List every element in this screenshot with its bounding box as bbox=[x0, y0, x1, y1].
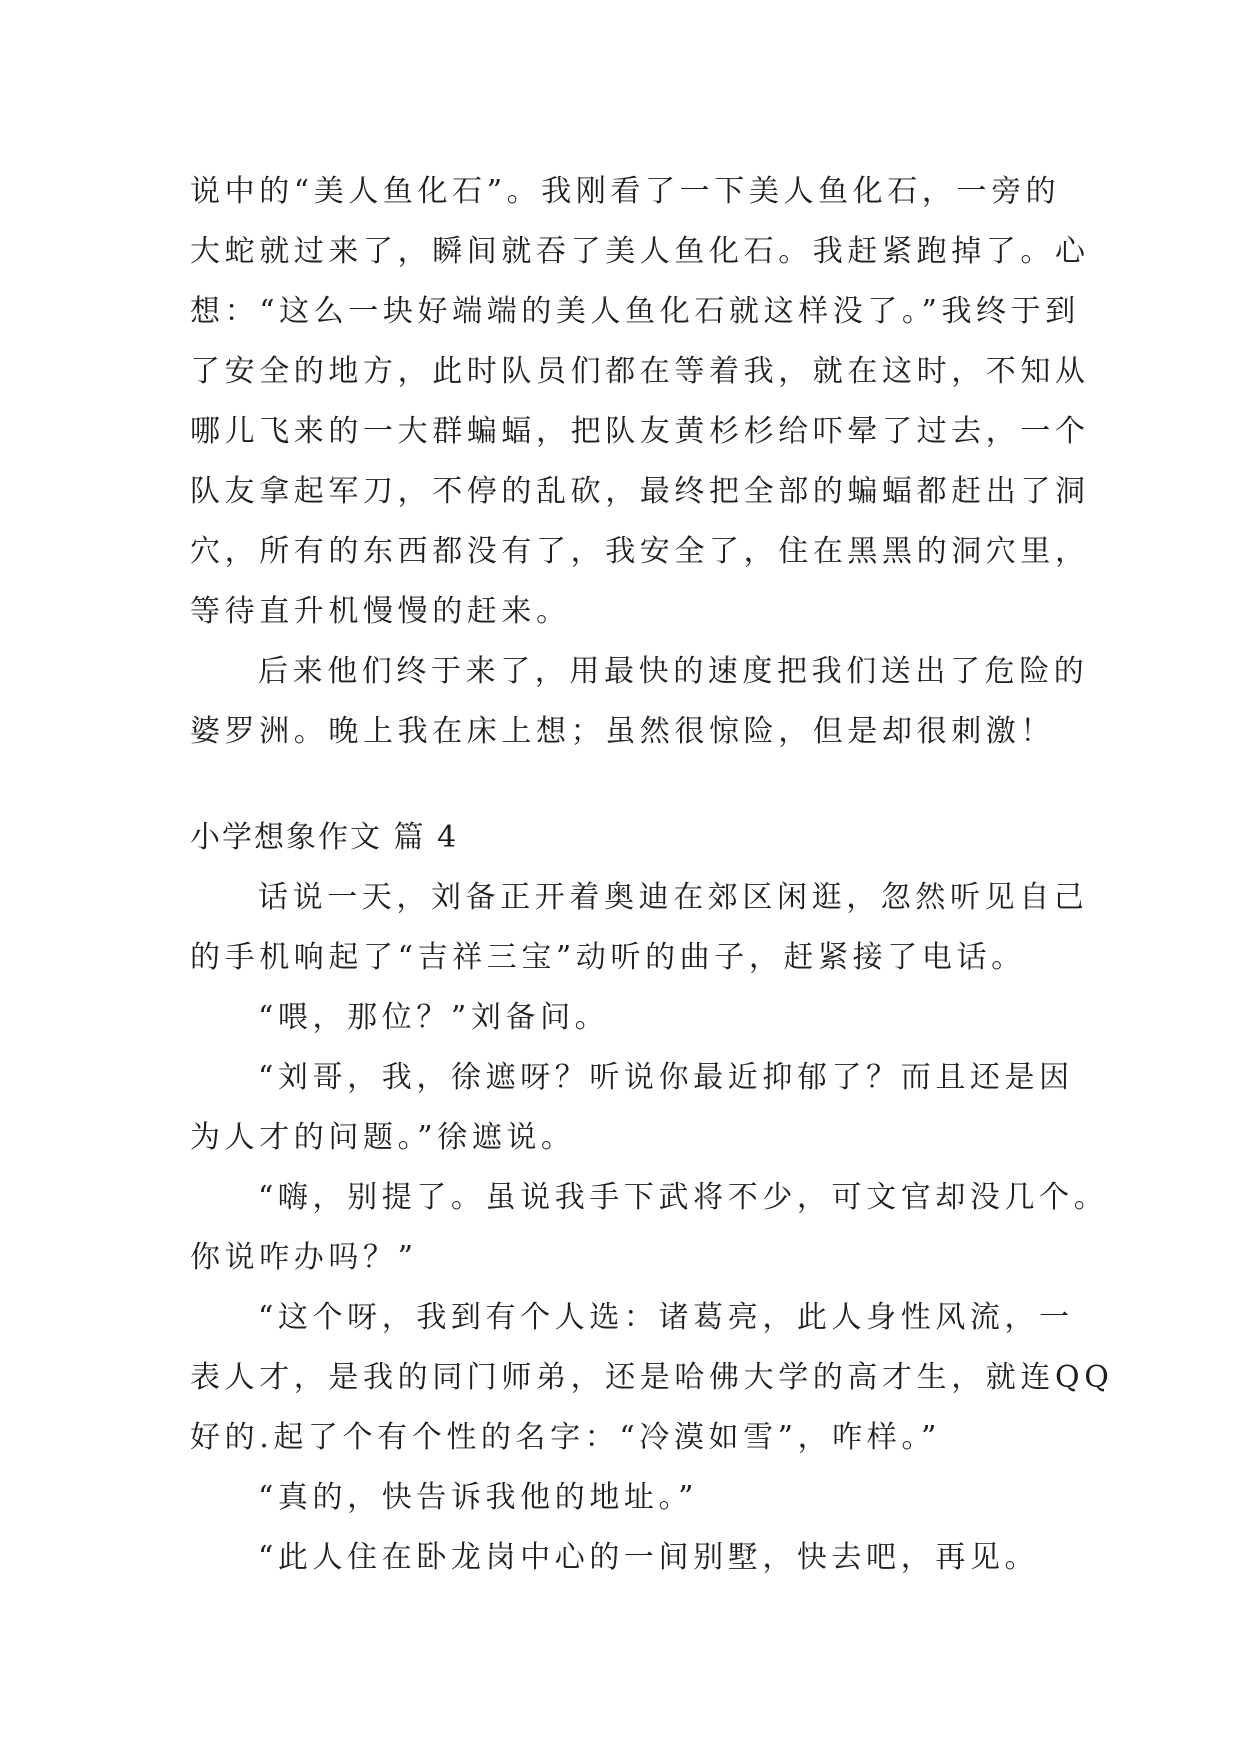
text-line: 后来他们终于来了，用最快的速度把我们送出了危险的 bbox=[258, 654, 1089, 689]
text-line: 大蛇就过来了，瞬间就吞了美人鱼化石。我赶紧跑掉了。心 bbox=[190, 234, 1090, 269]
section-body bbox=[190, 868, 1114, 1588]
text-line: “喂，那位？”刘备问。 bbox=[258, 1000, 610, 1035]
text-line: 了安全的地方，此时队员们都在等着我，就在这时，不知从 bbox=[190, 354, 1090, 389]
text-line: “嗨，别提了。虽说我手下武将不少，可文官却没几个。 bbox=[258, 1180, 1109, 1215]
text-line: 哪儿飞来的一大群蝙蝠，把队友黄杉杉给吓晕了过去，一个 bbox=[190, 414, 1090, 449]
text-line: 好的.起了个有个性的名字：“冷漠如雪”，咋样。” bbox=[190, 1420, 941, 1455]
section-heading: 小学想象作文 篇 4 bbox=[190, 820, 459, 855]
text-line: “真的，快告诉我他的地址。” bbox=[258, 1480, 699, 1515]
text-line: 你说咋办吗？” bbox=[190, 1240, 418, 1275]
text-line: “此人住在卧龙岗中心的一间别墅，快去吧，再见。 bbox=[258, 1540, 1040, 1575]
text-line: 穴，所有的东西都没有了，我安全了，住在黑黑的洞穴里， bbox=[190, 534, 1090, 569]
text-line: 表人才，是我的同门师弟，还是哈佛大学的高才生，就连QQ bbox=[190, 1360, 1114, 1395]
text-line: 为人才的问题。”徐遮说。 bbox=[190, 1120, 576, 1155]
paragraph-ending bbox=[190, 642, 1089, 762]
paragraph-continuation bbox=[190, 162, 1090, 642]
text-line: 说中的“美人鱼化石”。我刚看了一下美人鱼化石，一旁的 bbox=[190, 174, 1061, 209]
text-line: 队友拿起军刀，不停的乱砍，最终把全部的蝙蝠都赶出了洞 bbox=[190, 474, 1090, 509]
text-line: “刘哥，我，徐遮呀？听说你最近抑郁了？而且还是因 bbox=[258, 1060, 1074, 1095]
text-line: 想：“这么一块好端端的美人鱼化石就这样没了。”我终于到 bbox=[190, 294, 1080, 329]
document-body bbox=[190, 162, 1114, 1588]
text-line: 等待直升机慢慢的赶来。 bbox=[190, 594, 571, 629]
text-line: “这个呀，我到有个人选：诸葛亮，此人身性风流，一 bbox=[258, 1300, 1074, 1335]
text-line: 的手机响起了“吉祥三宝”动听的曲子，赶紧接了电话。 bbox=[190, 940, 1026, 975]
text-line: 话说一天，刘备正开着奥迪在郊区闲逛，忽然听见自己 bbox=[258, 880, 1089, 915]
text-line: 婆罗洲。晚上我在床上想；虽然很惊险，但是却很刺激！ bbox=[190, 714, 1055, 749]
